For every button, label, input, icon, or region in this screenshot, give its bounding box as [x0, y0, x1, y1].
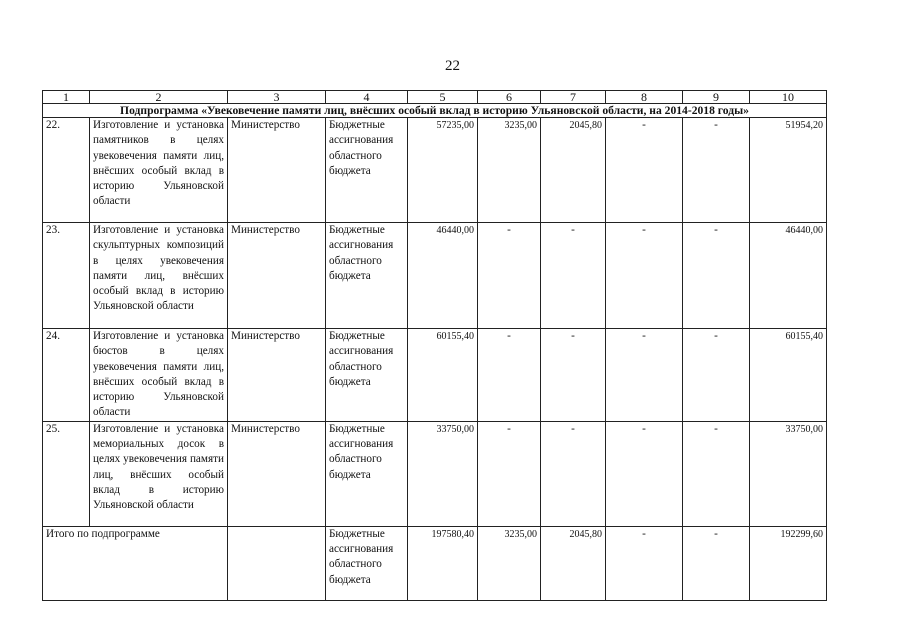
total-source: [326, 526, 408, 600]
table-row: [43, 223, 827, 329]
table-row: [43, 421, 827, 526]
column-header: 4: [326, 91, 408, 104]
row-source: [326, 223, 408, 329]
row-source: [326, 421, 408, 526]
row-index: 25.: [43, 421, 90, 526]
row-source: [326, 118, 408, 223]
cell-col9: -: [683, 329, 750, 422]
total-source-text: Бюджетные ассигнования областного бюджета: [329, 527, 394, 586]
subprogram-title: Подпрограмма «Увековечение памяти лиц, внёсших особый вклад в историю Ульяновской области, на 2014-2018 годы»: [43, 104, 827, 118]
cell-col6: -: [478, 223, 541, 329]
row-source-text: Бюджетные ассигнования областного бюджета: [329, 224, 394, 282]
cell-col5: 60155,40: [408, 329, 478, 422]
row-name-text: Изготовление и установка памятников в целях увековечения памяти лиц, внёсших особый вклад в историю Ульяновской области: [93, 119, 224, 208]
total-col8: -: [606, 526, 683, 600]
cell-col10: 33750,00: [750, 421, 827, 526]
cell-col7: -: [541, 421, 606, 526]
cell-col7: -: [541, 329, 606, 422]
cell-col6: -: [478, 329, 541, 422]
total-col9: -: [683, 526, 750, 600]
cell-col5: 33750,00: [408, 421, 478, 526]
cell-col6: 3235,00: [478, 118, 541, 223]
column-header: 8: [606, 91, 683, 104]
row-source-text: Бюджетные ассигнования областного бюджета: [329, 119, 394, 177]
cell-col9: -: [683, 223, 750, 329]
row-executor: Министерство: [228, 223, 326, 329]
table-row: [43, 118, 827, 223]
cell-col8: -: [606, 329, 683, 422]
row-source: [326, 329, 408, 422]
cell-col7: 2045,80: [541, 118, 606, 223]
cell-col8: -: [606, 118, 683, 223]
row-name: [90, 223, 228, 329]
total-row: [43, 526, 827, 600]
row-name-text: Изготовление и установка мемориальных досок в целях увековечения памяти лиц, внёсших особый вклад в историю Ульяновской области: [93, 422, 224, 512]
row-name: [90, 329, 228, 422]
subprogram-row: [43, 104, 827, 118]
row-index: 22.: [43, 118, 90, 223]
column-header: 7: [541, 91, 606, 104]
cell-col10: 46440,00: [750, 223, 827, 329]
column-header: 5: [408, 91, 478, 104]
total-col6: 3235,00: [478, 526, 541, 600]
row-index: 24.: [43, 329, 90, 422]
cell-col5: 57235,00: [408, 118, 478, 223]
column-header-row: [43, 91, 827, 104]
cell-col7: -: [541, 223, 606, 329]
cell-col10: 60155,40: [750, 329, 827, 422]
column-header: 2: [90, 91, 228, 104]
cell-col9: -: [683, 421, 750, 526]
row-name: [90, 421, 228, 526]
total-col7: 2045,80: [541, 526, 606, 600]
row-source-text: Бюджетные ассигнования областного бюджета: [329, 330, 394, 388]
row-name-text: Изготовление и установка бюстов в целях увековечения памяти лиц, внёсших особый вклад в историю Ульяновской области: [93, 330, 224, 419]
row-name: [90, 118, 228, 223]
column-header: 1: [43, 91, 90, 104]
row-source-text: Бюджетные ассигнования областного бюджета: [329, 422, 394, 481]
total-col10: 192299,60: [750, 526, 827, 600]
total-executor: [228, 526, 326, 600]
cell-col6: -: [478, 421, 541, 526]
total-label: Итого по подпрограмме: [43, 526, 228, 600]
total-col5: 197580,40: [408, 526, 478, 600]
column-header: 10: [750, 91, 827, 104]
row-executor: Министерство: [228, 329, 326, 422]
cell-col8: -: [606, 223, 683, 329]
row-name-text: Изготовление и установка скульптурных композиций в целях увековечения памяти лиц, внёсших особый вклад в историю Ульяновской области: [93, 224, 224, 313]
cell-col10: 51954,20: [750, 118, 827, 223]
budget-table: [42, 90, 827, 601]
row-executor: Министерство: [228, 118, 326, 223]
column-header: 6: [478, 91, 541, 104]
row-executor: Министерство: [228, 421, 326, 526]
cell-col5: 46440,00: [408, 223, 478, 329]
column-header: 3: [228, 91, 326, 104]
table-row: [43, 329, 827, 422]
cell-col8: -: [606, 421, 683, 526]
row-index: 23.: [43, 223, 90, 329]
column-header: 9: [683, 91, 750, 104]
page-number: 22: [445, 58, 460, 74]
cell-col9: -: [683, 118, 750, 223]
